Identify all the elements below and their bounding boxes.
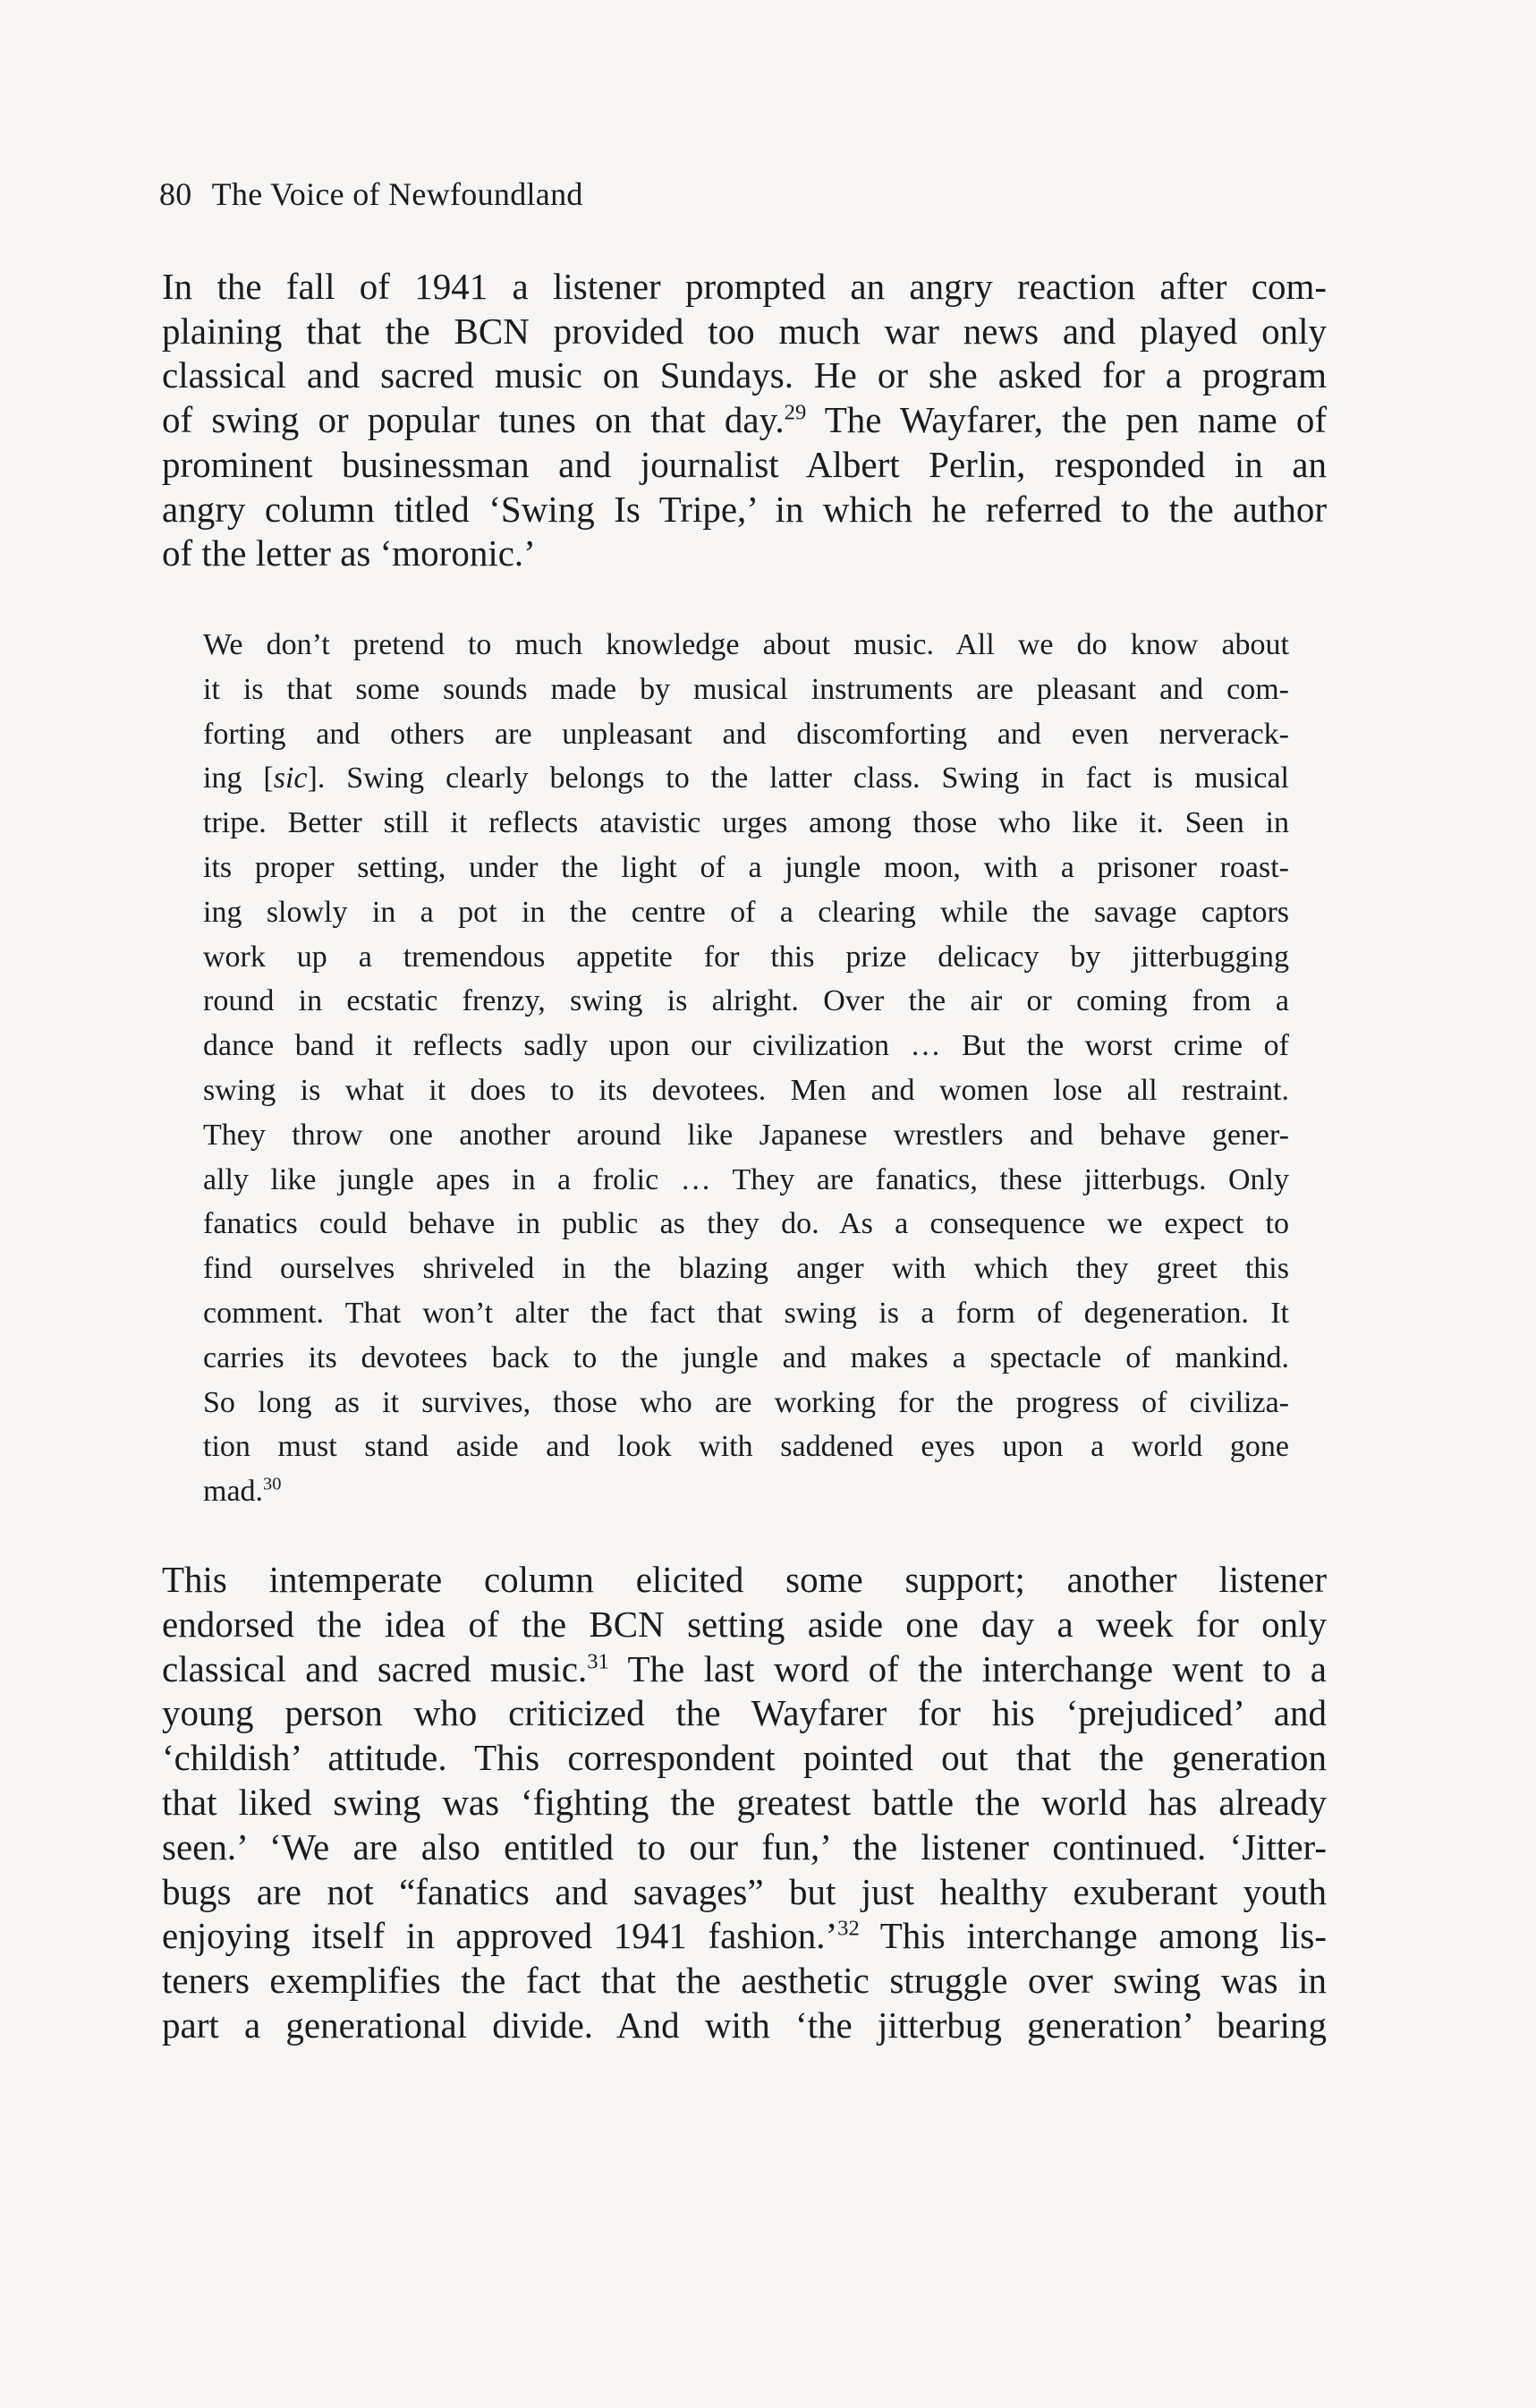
text-line: ‘childish’ attitude. This correspondent pointed out that the generation: [162, 1737, 1327, 1779]
quote-line: fanatics could behave in public as they do. As a consequence we expect to: [203, 1207, 1289, 1241]
text-segment: The Wayfarer, the pen name of: [806, 399, 1327, 441]
text-line: that liked swing was ‘fighting the greatest battle the world has already: [162, 1781, 1327, 1823]
text-line: of the letter as ‘moronic.’: [162, 532, 536, 574]
footnote-ref-32: 32: [837, 1916, 860, 1941]
text-segment: The last word of the interchange went to a: [608, 1647, 1327, 1689]
text-segment: of swing or popular tunes on that day.: [162, 399, 785, 441]
page-number: 80: [159, 176, 192, 212]
quote-line: forting and others are unpleasant and discomforting and even nerverack-: [203, 717, 1289, 751]
text-line: seen.’ ‘We are also entitled to our fun,’ the listener continued. ‘Jitter-: [162, 1825, 1327, 1868]
quote-line: ing slowly in a pot in the centre of a clearing while the savage captors: [203, 895, 1289, 929]
body-paragraph-2: [162, 1558, 1327, 2048]
quote-line: find ourselves shriveled in the blazing anger with which they greet this: [203, 1252, 1289, 1286]
footnote-ref-31: 31: [587, 1648, 609, 1673]
running-title: The Voice of Newfoundland: [211, 176, 583, 212]
text-segment: mad.: [203, 1475, 264, 1509]
quote-line: [203, 756, 1289, 801]
text-line: teners exemplifies the fact that the aesthetic struggle over swing was in: [162, 1960, 1327, 2002]
quote-line: [203, 1469, 1289, 1514]
text-line: angry column titled ‘Swing Is Tripe,’ in which he referred to the author: [162, 488, 1327, 530]
text-line: This intemperate column elicited some support; another listener: [162, 1559, 1327, 1600]
quote-line: ally like jungle apes in a frolic … They are fanatics, these jitterbugs. Only: [203, 1162, 1289, 1196]
text-segment: enjoying itself in approved 1941 fashion.’: [162, 1915, 838, 1957]
text-line: part a generational divide. And with ‘the jitterbug generation’ bearing: [162, 2004, 1327, 2046]
text-segment: ing [: [203, 762, 274, 796]
sic-italic: sic: [273, 762, 308, 796]
quote-line: work up a tremendous appetite for this prize delicacy by jitterbugging: [203, 940, 1289, 974]
quote-line: tripe. Better still it reflects atavistic urges among those who like it. Seen in: [203, 806, 1289, 840]
body-paragraph-1: [162, 265, 1327, 576]
quote-line: round in ecstatic frenzy, swing is alright. Over the air or coming from a: [203, 984, 1289, 1018]
quote-line: They throw one another around like Japanese wrestlers and behave gener-: [203, 1118, 1289, 1152]
text-line: [162, 398, 1327, 443]
text-line: bugs are not “fanatics and savages” but just healthy exuberant youth: [162, 1870, 1327, 1912]
text-line: [162, 1647, 1327, 1692]
text-line: [162, 1914, 1327, 1959]
quote-line: it is that some sounds made by musical instruments are pleasant and com-: [203, 672, 1289, 706]
quote-line: We don’t pretend to much knowledge about music. All we do know about: [203, 628, 1289, 661]
quote-line: dance band it reflects sadly upon our civilization … But the worst crime of: [203, 1029, 1289, 1063]
footnote-ref-30: 30: [263, 1474, 282, 1494]
quote-line: So long as it survives, those who are working for the progress of civiliza-: [203, 1385, 1289, 1419]
quote-line: carries its devotees back to the jungle and makes a spectacle of mankind.: [203, 1340, 1289, 1374]
quote-line: tion must stand aside and look with saddened eyes upon a world gone: [203, 1430, 1289, 1464]
quote-line: its proper setting, under the light of a jungle moon, with a prisoner roast-: [203, 850, 1289, 884]
block-quote: [203, 623, 1289, 1514]
quote-line: comment. That won’t alter the fact that swing is a form of degeneration. It: [203, 1296, 1289, 1330]
running-header: [159, 175, 583, 213]
footnote-ref-29: 29: [784, 400, 807, 425]
text-line: endorsed the idea of the BCN setting aside one day a week for only: [162, 1603, 1327, 1645]
quote-line: swing is what it does to its devotees. Men and women lose all restraint.: [203, 1073, 1289, 1107]
text-line: In the fall of 1941 a listener prompted an angry reaction after com-: [162, 266, 1327, 307]
text-line: classical and sacred music on Sundays. He or she asked for a program: [162, 354, 1327, 396]
text-line: prominent businessman and journalist Albert Perlin, responded in an: [162, 443, 1327, 485]
text-segment: This interchange among lis-: [859, 1915, 1327, 1957]
text-segment: ]. Swing clearly belongs to the latter class. Swing in fact is musical: [307, 762, 1289, 796]
text-segment: classical and sacred music.: [162, 1647, 588, 1689]
text-line: young person who criticized the Wayfarer for his ‘prejudiced’ and: [162, 1692, 1327, 1734]
text-line: plaining that the BCN provided too much war news and played only: [162, 310, 1327, 352]
